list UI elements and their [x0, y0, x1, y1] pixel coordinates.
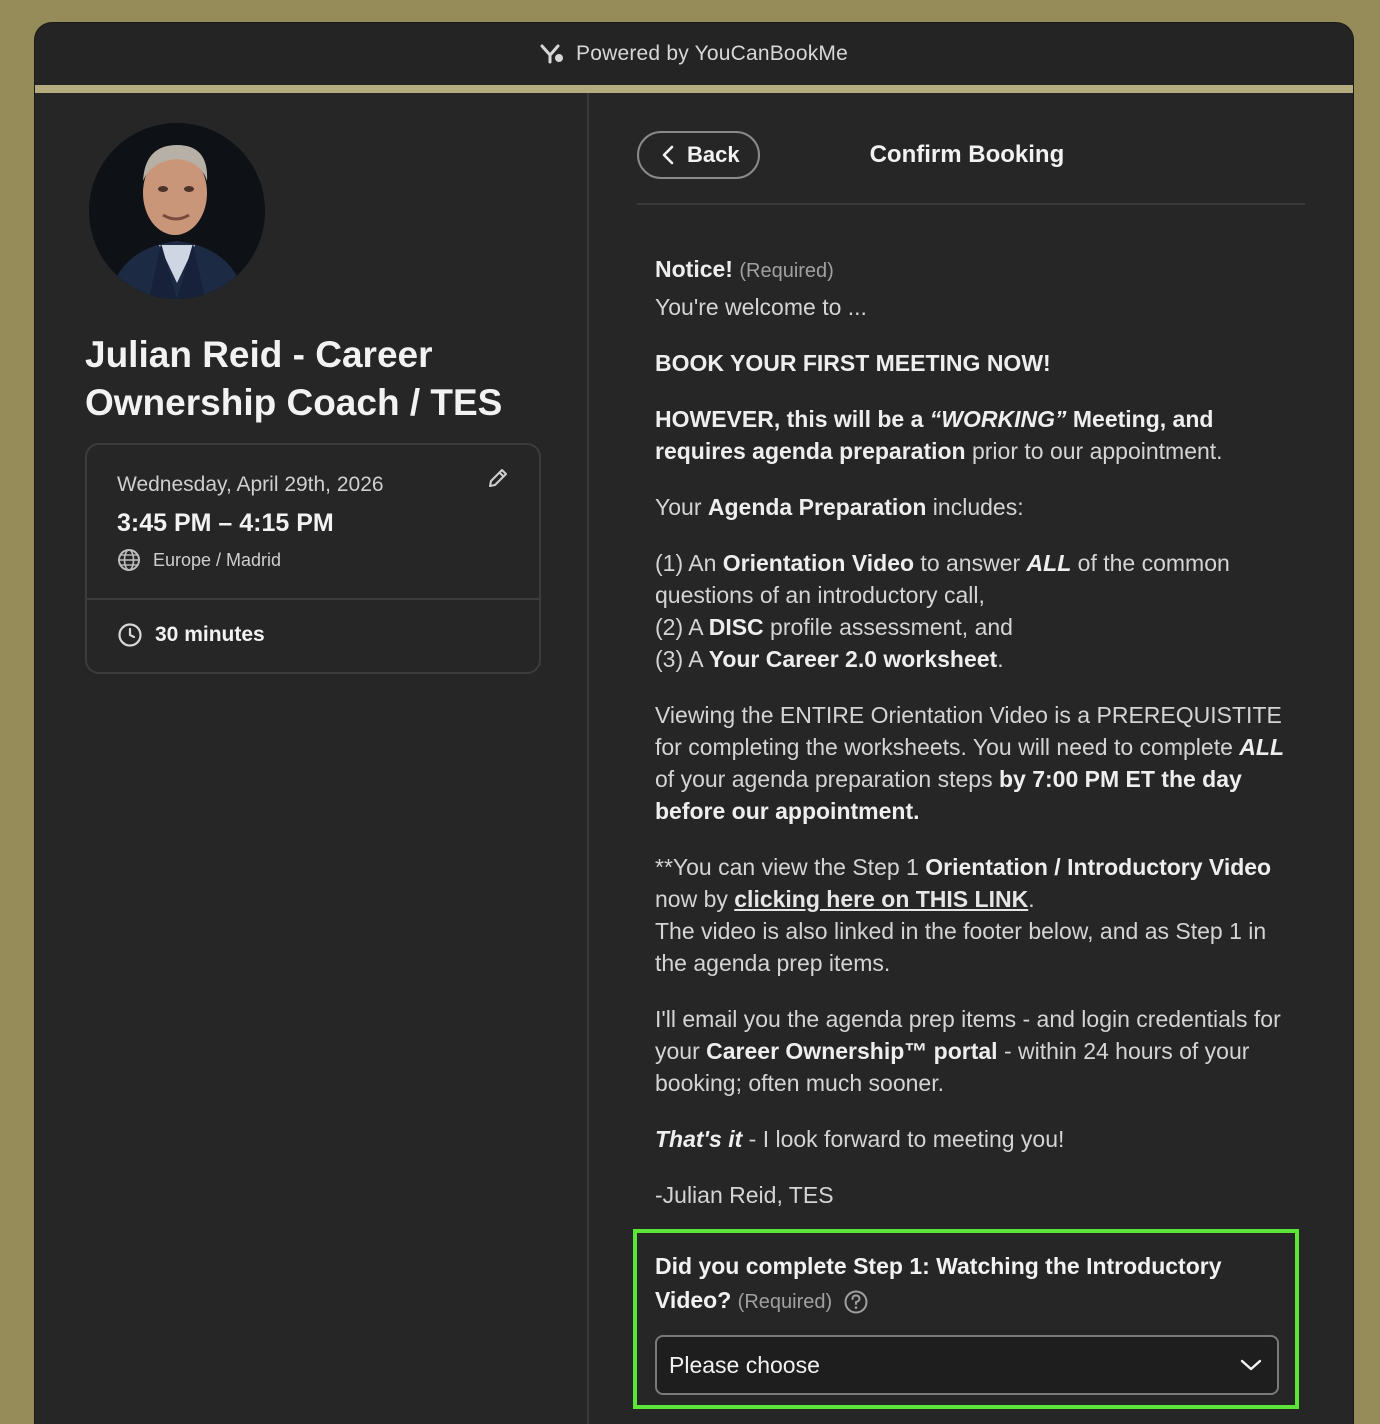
notice-agenda: Your Agenda Preparation includes:: [655, 494, 1024, 520]
profile-panel: [35, 93, 589, 1424]
orientation-video-link[interactable]: clicking here on THIS LINK: [734, 886, 1029, 912]
confirm-panel: [589, 93, 1353, 1424]
accent-strip: [35, 85, 1353, 93]
notice-intro: You're welcome to ...: [655, 294, 867, 320]
select-value: Please choose: [669, 1351, 820, 1378]
back-button[interactable]: [637, 131, 760, 179]
notice-viewing: Viewing the ENTIRE Orientation Video is a PREREQUISTITE for completing the worksheets. You will need to complete ALL of your agenda preparation steps by 7:00 PM ET the day before our appointment.: [655, 702, 1284, 824]
notice-step1: **You can view the Step 1 Orientation / Introductory Video now by clicking here on THIS LINK. The video is also linked in the footer below, and as Step 1 in the agenda prep items.: [655, 854, 1272, 976]
confirm-header: [637, 131, 1305, 205]
booking-duration: 30 minutes: [155, 623, 265, 646]
help-icon[interactable]: [843, 1289, 869, 1315]
page-title: Confirm Booking: [869, 141, 1065, 168]
question-label: Did you complete Step 1: Watching the Introductory Video?: [655, 1253, 1222, 1313]
booking-summary-card: [85, 443, 541, 674]
powered-by-text: Powered by YouCanBookMe: [576, 42, 848, 65]
powered-by-bar[interactable]: [35, 23, 1353, 85]
clock-icon: [117, 622, 143, 648]
notice-section: [637, 205, 1305, 1211]
notice-signature: -Julian Reid, TES: [655, 1182, 834, 1208]
avatar: [89, 123, 265, 299]
booking-window: [34, 22, 1354, 1424]
back-label: Back: [687, 142, 740, 167]
question-required: (Required): [737, 1291, 833, 1313]
notice-required: (Required): [739, 260, 834, 282]
booking-date: Wednesday, April 29th, 2026: [117, 473, 384, 496]
youcanbookme-logo-icon: [540, 43, 566, 65]
notice-book-now: BOOK YOUR FIRST MEETING NOW!: [655, 350, 1051, 376]
video-question-select[interactable]: [655, 1335, 1279, 1395]
video-question-field: [633, 1229, 1299, 1409]
edit-pencil-icon[interactable]: [487, 467, 509, 489]
booking-time: 3:45 PM – 4:15 PM: [117, 509, 334, 537]
coach-title: Julian Reid - Career Ownership Coach / TES: [85, 334, 503, 423]
chevron-down-icon: [1239, 1358, 1263, 1372]
notice-agenda-items: (1) An Orientation Video to answer ALL of the common questions of an introductory call, (2) A DISC profile assessment, and (3) A Your Career 2.0 worksheet.: [655, 550, 1230, 672]
chevron-left-icon: [661, 144, 675, 166]
globe-icon: [117, 548, 141, 572]
booking-timezone: Europe / Madrid: [153, 549, 282, 570]
notice-thats-it: That's it - I look forward to meeting you!: [655, 1126, 1065, 1152]
notice-label: Notice!: [655, 256, 733, 282]
notice-however: HOWEVER, this will be a “WORKING” Meeting, and requires agenda preparation prior to our appointment.: [655, 406, 1223, 464]
notice-email: I'll email you the agenda prep items - and login credentials for your Career Ownership™ portal - within 24 hours of your booking; often much sooner.: [655, 1006, 1281, 1096]
